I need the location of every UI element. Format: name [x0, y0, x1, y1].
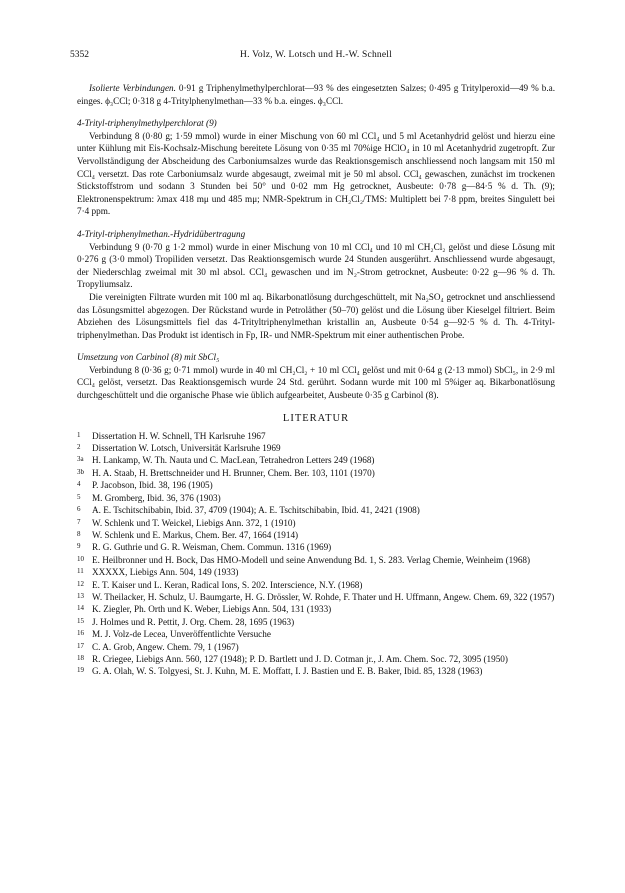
reference-number: 18 [77, 653, 84, 662]
reference-text: W. Schlenk und E. Markus, Chem. Ber. 47, 1664 (1914) [92, 529, 299, 540]
section-heading-perchlorat: 4-Trityl-triphenylmethylperchlorat (9) [77, 118, 217, 129]
reference-item [77, 492, 555, 504]
reference-text: R. G. Guthrie und G. R. Weisman, Chem. Commun. 1316 (1969) [92, 542, 332, 553]
reference-text: C. A. Grob, Angew. Chem. 79, 1 (1967) [92, 641, 239, 652]
reference-text: M. J. Volz-de Lecea, Unveröffentlichte Versuche [92, 629, 271, 640]
reference-number: 9 [77, 542, 81, 551]
reference-item [77, 603, 555, 615]
section-heading-hydrid: 4-Trityl-triphenylmethan.-Hydridübertragung [77, 228, 246, 239]
reference-item [77, 554, 555, 566]
reference-item [77, 579, 555, 591]
reference-text: W. Theilacker, H. Schulz, U. Baumgarte, H. G. Drössler, W. Rohde, F. Thater und H. Uffmann, Angew. Chem. 69, 322 (1957) [92, 591, 555, 602]
reference-number: 3b [77, 467, 84, 476]
reference-number: 2 [77, 443, 81, 452]
reference-number: 7 [77, 517, 81, 526]
reference-number: 1 [77, 430, 81, 439]
reference-text: K. Ziegler, Ph. Orth und K. Weber, Liebigs Ann. 504, 131 (1933) [92, 604, 332, 615]
reference-item [77, 653, 555, 665]
isolated-text: 0·91 g Triphenylmethylperchlorat—93 % des eingesetzten Salzes; 0·495 g Tritylperoxid—49 % b.a. einges. ϕ₃CCl; 0·318 g 4-Tritylphenylmethan—33 % b.a. einges. ϕ₃CCl. [77, 83, 555, 106]
reference-text: G. A. Olah, W. S. Tolgyesi, St. J. Kuhn, M. E. Moffatt, I. J. Bastien und E. B. Baker, Ibid. 85, 1328 (1963) [92, 666, 483, 677]
reference-text: Dissertation W. Lotsch, Universität Karlsruhe 1969 [92, 443, 281, 454]
reference-text: XXXXX, Liebigs Ann. 504, 149 (1933) [92, 567, 239, 578]
reference-item [77, 665, 555, 677]
reference-item [77, 442, 555, 454]
reference-number: 15 [77, 616, 84, 625]
reference-number: 13 [77, 591, 84, 600]
isolated-compounds-paragraph [77, 82, 555, 107]
reference-item [77, 541, 555, 553]
reference-number: 19 [77, 666, 84, 675]
reference-text: P. Jacobson, Ibid. 38, 196 (1905) [92, 480, 213, 491]
reference-number: 16 [77, 629, 84, 638]
reference-number: 11 [77, 567, 84, 576]
reference-item [77, 454, 555, 466]
section-body-hydrid-1: Verbindung 9 (0·70 g 1·2 mmol) wurde in einer Mischung von 10 ml CCl₄ und 10 ml CH₂Cl₂ gelöst und diese Lösung mit 0·276 g (3·0 mmol) Tropiliden versetzt. Das Reaktionsgemisch wurde 24 Stunden ausgerührt. Anschliessend wurde abgesaugt, der Niederschlag zweimal mit 30 ml absol. CCl₄ gewaschen und im N₂-Strom getrocknet, Ausbeute: 0·22 g—96 % d. Th. Tropyliumsalz. [77, 241, 555, 290]
reference-number: 6 [77, 505, 81, 514]
section-body-perchlorat: Verbindung 8 (0·80 g; 1·59 mmol) wurde in einer Mischung von 60 ml CCl₄ und 5 ml Acetanhydrid gelöst und hierzu eine unter Kühlung mit Eis-Kochsalz-Mischung bereitete Lösung von 0·35 ml 70%ige HClO₄ in 10 ml Acetanhydrid zugetropft. Zur Vervollständigung der Abscheidung des Carboniumsalzes wurde das Reaktionsgemisch anschliessend noch langsam mit 150 ml CCl₄ versetzt. Das rote Carboniumsalz wurde abgesaugt, zweimal mit je 50 ml absol. CCl₄ gewaschen, zunächst im trockenen Stickstoffstrom und sodann 3 Stunden bei 50° und 0·02 mm Hg getrocknet, Ausbeute: 0·78 g—84·5 % d. Th. (9); Elektronenspektrum: λmax 418 mμ und 485 mμ; NMR-Spektrum in CH₂Cl₂/TMS: Multiplett bei 7·8 ppm, breites Singulett bei 7·4 ppm. [77, 130, 555, 217]
reference-text: H. A. Staab, H. Brettschneider und H. Brunner, Chem. Ber. 103, 1101 (1970) [92, 467, 375, 478]
reference-text: W. Schlenk und T. Weickel, Liebigs Ann. 372, 1 (1910) [92, 517, 296, 528]
reference-text: M. Gromberg, Ibid. 36, 376 (1903) [92, 492, 221, 503]
section-heading-carbinol: Umsetzung von Carbinol (8) mit SbCl₅ [77, 352, 220, 363]
page-number: 5352 [70, 50, 89, 60]
reference-number: 12 [77, 579, 84, 588]
reference-item [77, 641, 555, 653]
reference-text: Dissertation H. W. Schnell, TH Karlsruhe 1967 [92, 430, 266, 441]
reference-item [77, 566, 555, 578]
reference-item [77, 430, 555, 442]
reference-number: 14 [77, 604, 84, 613]
reference-number: 10 [77, 554, 84, 563]
reference-text: R. Criegee, Liebigs Ann. 560, 127 (1948); P. D. Bartlett und J. D. Cotman jr., J. Am. Chem. Soc. 72, 3095 (1950) [92, 653, 508, 664]
reference-text: A. E. Tschitschibabin, Ibid. 37, 4709 (1904); A. E. Tschitschibabin, Ibid. 41, 2421 (1908) [92, 505, 420, 516]
reference-item [77, 529, 555, 541]
reference-item [77, 479, 555, 491]
page [70, 50, 555, 678]
reference-list [77, 430, 555, 678]
reference-number: 3a [77, 455, 84, 464]
reference-number: 5 [77, 492, 81, 501]
reference-number: 4 [77, 480, 81, 489]
reference-item [77, 616, 555, 628]
reference-item [77, 591, 555, 603]
reference-text: E. T. Kaiser und L. Keran, Radical Ions, S. 202. Interscience, N.Y. (1968) [92, 579, 363, 590]
reference-item [77, 467, 555, 479]
reference-text: E. Heilbronner und H. Bock, Das HMO-Modell und seine Anwendung Bd. 1, S. 283. Verlag Chemie, Weinheim (1968) [92, 554, 531, 565]
running-title: H. Volz, W. Lotsch und H.-W. Schnell [240, 50, 392, 60]
literature-title: LITERATUR [282, 412, 350, 424]
reference-text: J. Holmes und R. Pettit, J. Org. Chem. 28, 1695 (1963) [92, 616, 295, 627]
reference-text: H. Lankamp, W. Th. Nauta und C. MacLean, Tetrahedron Letters 249 (1968) [92, 455, 375, 466]
reference-item [77, 517, 555, 529]
section-body-hydrid-2: Die vereinigten Filtrate wurden mit 100 ml aq. Bikarbonatlösung durchgeschüttelt, mit Na₂SO₄ getrocknet und anschliessend das Lösungsmittel abgezogen. Der Rückstand wurde in Petroläther (50–70) gelöst und die Lösung über Kieselgel filtriert. Beim Abziehen des Lösungsmittels fiel das 4-Trityltriphenylmethan kristallin an, Ausbeute 0·54 g—92·5 % d. Th. 4-Trityl-triphenylmethan. Das Produkt ist identisch in Fp, IR- und NMR-Spektrum mit einer authentischen Probe. [77, 291, 555, 340]
reference-item [77, 504, 555, 516]
page-header [70, 50, 555, 64]
section-body-carbinol: Verbindung 8 (0·36 g; 0·71 mmol) wurde in 40 ml CH₂Cl₂ + 10 ml CCl₄ gelöst und mit 0·64 g (2·13 mmol) SbCl₅, in 2·9 ml CCl₄ gelöst, versetzt. Das Reaktionsgemisch wurde 24 Std. gerührt. Sodann wurde mit 100 ml 5%iger aq. Bikarbonatlösung durchgeschüttelt und die organische Phase wie üblich aufgearbeitet, Ausbeute 0·35 g Carbinol (8). [77, 364, 555, 401]
reference-number: 17 [77, 641, 84, 650]
isolated-label: Isolierte Verbindungen. [89, 83, 176, 93]
reference-number: 8 [77, 529, 81, 538]
reference-item [77, 628, 555, 640]
